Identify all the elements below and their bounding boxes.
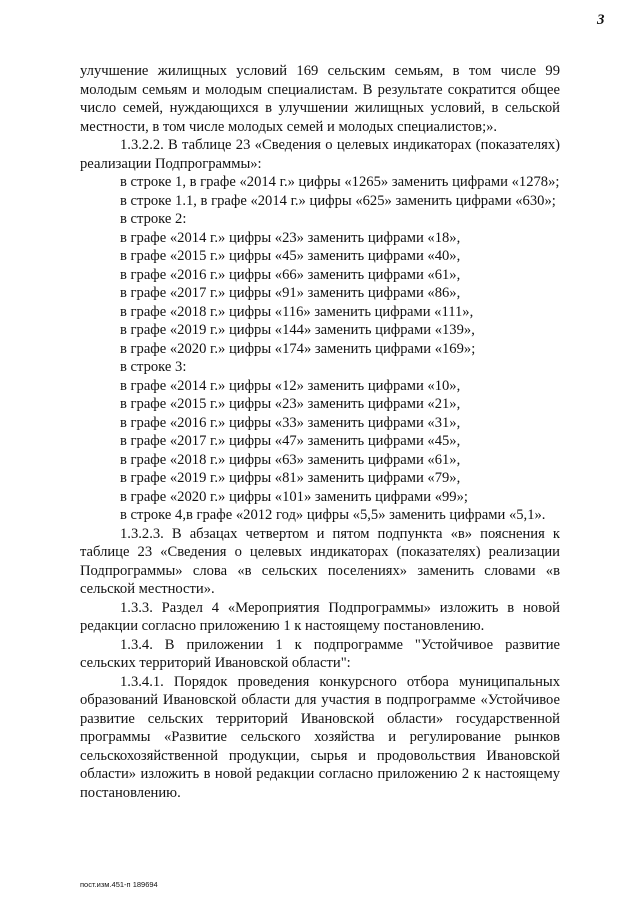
paragraph-1-3-2-3: 1.3.2.3. В абзацах четвертом и пятом подпункта «в» пояснения к таблице 23 «Сведения о целевых индикаторах (показателях) реализации Подпрограммы» слова «в сельских поселениях» заменить словами «в сельской местности». <box>80 525 560 597</box>
row-2-item: в графе «2016 г.» цифры «66» заменить цифрами «61», <box>120 266 461 283</box>
row-2-item: в графе «2018 г.» цифры «116» заменить цифрами «111», <box>120 303 474 320</box>
paragraph-1-3-3: 1.3.3. Раздел 4 «Мероприятия Подпрограммы» изложить в новой редакции согласно приложению 1 к настоящему постановлению. <box>80 599 560 634</box>
row-3-item: в графе «2019 г.» цифры «81» заменить цифрами «79», <box>120 470 461 486</box>
page-number: 3 <box>597 12 605 28</box>
row-3-item: в графе «2020 г.» цифры «101» заменить цифрами «99»; <box>120 488 468 505</box>
paragraph-row-1: в строке 1, в графе «2014 г.» цифры «1265» заменить цифрами «1278»; <box>120 174 560 190</box>
row-3-item: в графе «2016 г.» цифры «33» заменить цифрами «31», <box>120 414 461 431</box>
row-2-item: в графе «2017 г.» цифры «91» заменить цифрами «86», <box>120 285 461 301</box>
paragraph-housing-improvement: улучшение жилищных условий 169 сельским семьям, в том числе 99 молодым семьям и молодым специалистам. В результате сократится общее число семей, нуждающихся в улучшении жилищных условий, в сельской местности, в том числе молодых семей и молодых специалистов;». <box>80 63 560 135</box>
row-4-item: в строке 4,в графе «2012 год» цифры «5,5» заменить цифрами «5,1». <box>120 507 546 523</box>
row-3-heading: в строке 3: <box>120 359 187 375</box>
row-3-item: в графе «2015 г.» цифры «23» заменить цифрами «21», <box>120 396 461 412</box>
row-3-item: в графе «2017 г.» цифры «47» заменить цифрами «45», <box>120 433 461 449</box>
document-footer-code: пост.изм.451-п 189694 <box>80 880 158 889</box>
row-3-item: в графе «2014 г.» цифры «12» заменить цифрами «10», <box>120 377 461 394</box>
document-body <box>80 62 560 802</box>
row-2-item: в графе «2015 г.» цифры «45» заменить цифрами «40», <box>120 248 461 264</box>
row-2-item: в графе «2019 г.» цифры «144» заменить цифрами «139», <box>120 322 475 338</box>
paragraph-row-1-1: в строке 1.1, в графе «2014 г.» цифры «625» заменить цифрами «630»; <box>120 192 556 209</box>
row-2-heading: в строке 2: <box>120 211 187 227</box>
row-2-item: в графе «2014 г.» цифры «23» заменить цифрами «18», <box>120 229 461 246</box>
paragraph-1-3-4-1: 1.3.4.1. Порядок проведения конкурсного отбора муниципальных образований Ивановской области для участия в подпрограмме «Устойчивое развитие сельских территорий Ивановской области» государственной программы «Развитие сельского хозяйства и регулирование рынков сельскохозяйственной продукции, сырья и продовольствия Ивановской области» изложить в новой редакции согласно приложению 2 к настоящему постановлению. <box>80 673 560 801</box>
paragraph-table-23-heading: 1.3.2.2. В таблице 23 «Сведения о целевых индикаторах (показателях) реализации Подпрограммы»: <box>80 137 560 172</box>
paragraph-1-3-4: 1.3.4. В приложении 1 к подпрограмме "Устойчивое развитие сельских территорий Ивановской области": <box>80 636 560 671</box>
row-2-item: в графе «2020 г.» цифры «174» заменить цифрами «169»; <box>120 340 476 357</box>
row-3-item: в графе «2018 г.» цифры «63» заменить цифрами «61», <box>120 451 461 468</box>
